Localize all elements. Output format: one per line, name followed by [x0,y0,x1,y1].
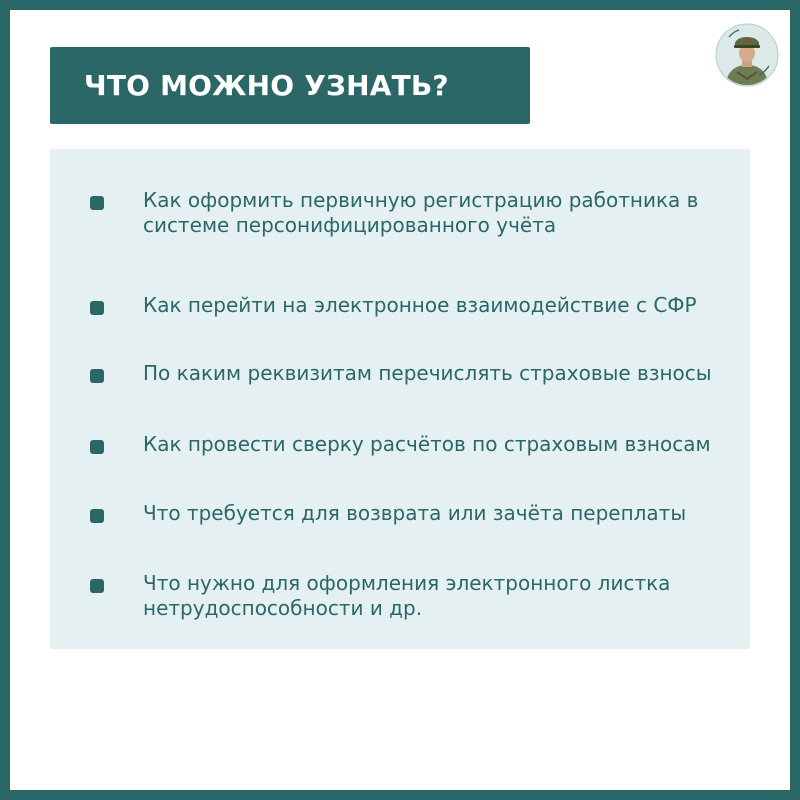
bullet-icon [90,440,104,454]
list-item-text: По каким реквизитам перечислять страховые взносы [143,361,712,385]
bullet-icon [90,301,104,315]
list-item-text: Что нужно для оформления электронного листка нетрудоспособности и др. [143,571,671,620]
list-item-text: Что требуется для возврата или зачёта переплаты [143,501,687,525]
topics-panel [50,149,750,649]
bullet-icon [90,579,104,593]
title-banner [50,47,530,124]
page-canvas [10,10,790,790]
list-item-text: Как оформить первичную регистрацию работника в системе персонифицированного учёта [143,188,699,237]
list-item-text: Как перейти на электронное взаимодействие с СФР [143,293,697,317]
bullet-icon [90,509,104,523]
bullet-icon [90,196,104,210]
bullet-icon [90,369,104,383]
logo-graphic [715,23,779,87]
soldier-portrait-logo-icon [715,23,779,87]
page-title: ЧТО МОЖНО УЗНАТЬ? [84,69,449,102]
list-item-text: Как провести сверку расчётов по страховым взносам [143,432,711,456]
